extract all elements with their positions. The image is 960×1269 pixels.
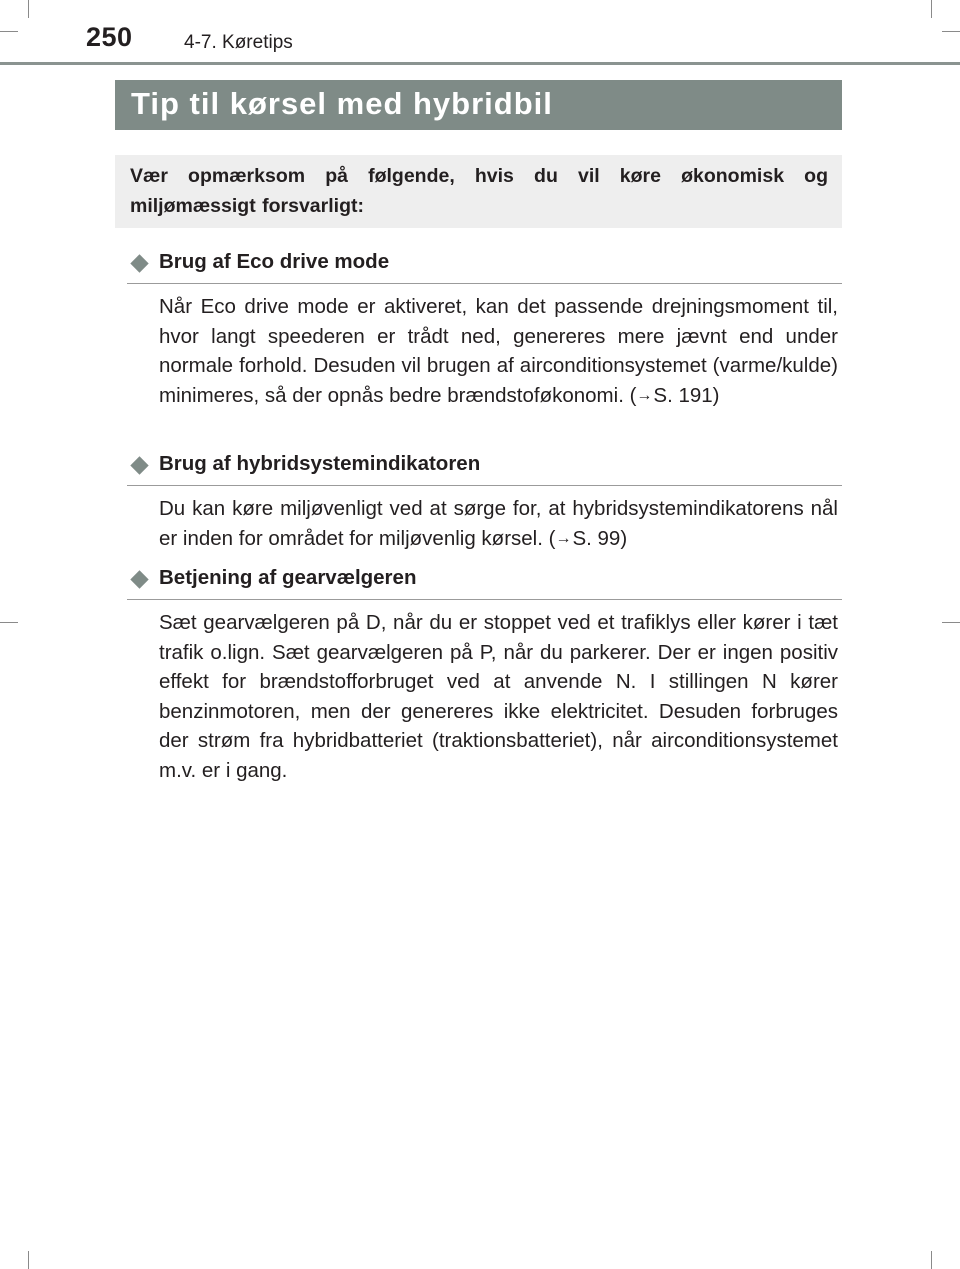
section-heading-text: Brug af Eco drive mode — [159, 250, 390, 273]
title-bar — [115, 80, 842, 130]
section-reference: 4-7. Køretips — [184, 32, 293, 53]
paragraph-text: Sæt gearvælgeren på D, når du er stoppet ved et trafiklys eller kører i tæt trafik o.lign. Sæt gearvælgeren på P, når du parkerer. Der er ingen positiv effekt for brændstofforbruget ved at anvende N. I stillingen N kører benzinmotoren, men der genereres ikke elektricitet. Desuden forbruges der strøm fra hybridbatteriet (traktionsbatteriet), når airconditionsystemet m.v. er i gang. — [159, 611, 838, 782]
header-divider — [0, 62, 960, 65]
diamond-bullet-icon — [130, 254, 148, 272]
section-heading — [127, 249, 842, 284]
crop-mark — [0, 622, 18, 623]
crop-mark — [942, 622, 960, 623]
crop-mark — [942, 31, 960, 32]
page-number: 250 — [86, 22, 133, 52]
section-paragraph — [159, 608, 838, 785]
page-title: Tip til kørsel med hybridbil — [131, 86, 553, 121]
page-reference-link[interactable]: S. 99) — [572, 526, 628, 550]
intro-box — [115, 155, 842, 228]
section-paragraph — [159, 494, 838, 555]
crop-mark — [931, 1251, 932, 1269]
section-heading — [127, 451, 842, 486]
section-heading — [127, 565, 842, 600]
crop-mark — [28, 1251, 29, 1269]
page-reference-link[interactable]: S. 191) — [653, 383, 720, 407]
arrow-right-icon: → — [555, 529, 572, 547]
crop-mark — [0, 31, 18, 32]
section-heading-text: Brug af hybridsystemindikatoren — [159, 452, 481, 475]
intro-text: Vær opmærksom på følgende, hvis du vil køre økonomisk og miljømæssigt forsvarligt: — [130, 165, 828, 217]
crop-mark — [931, 0, 932, 18]
crop-mark — [28, 0, 29, 18]
diamond-bullet-icon — [130, 570, 148, 588]
paragraph-text: Når Eco drive mode er aktiveret, kan det passende drejningsmoment til, hvor langt speederen er trådt ned, genereres mere jævnt end under normale forhold. Desuden vil brugen af airconditionsystemet (varme/kulde) minimeres, så der opnås bedre brændstoføkonomi. ( — [159, 295, 838, 407]
paragraph-text: Du kan køre miljøvenligt ved at sørge for, at hybridsystemindikatorens nål er inden for området for miljøvenlig kørsel. ( — [159, 497, 838, 550]
arrow-right-icon: → — [636, 386, 653, 404]
section-heading-text: Betjening af gearvælgeren — [159, 566, 417, 589]
section-paragraph — [159, 292, 838, 412]
diamond-bullet-icon — [130, 456, 148, 474]
